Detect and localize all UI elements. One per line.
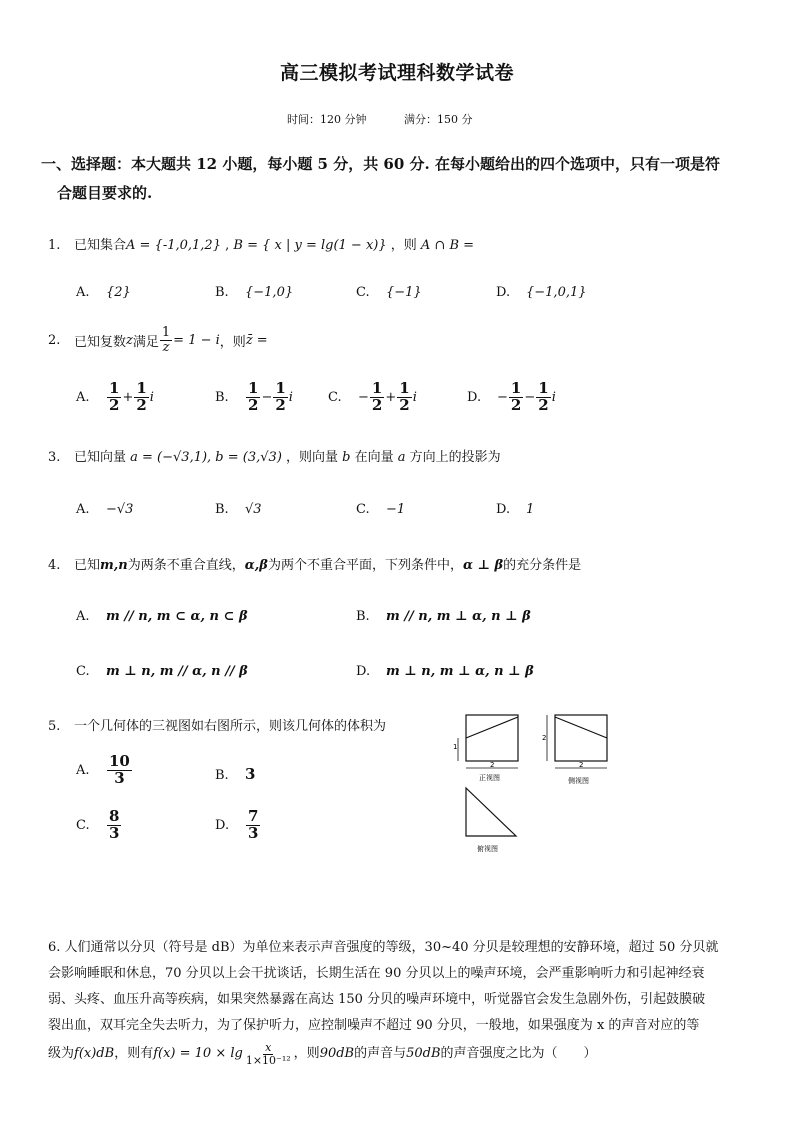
- fraction-denominator: 3: [109, 823, 120, 842]
- q1-expr: A ∩ B =: [420, 238, 475, 253]
- option-fraction: [246, 809, 260, 842]
- q1-text-mid: ，则: [386, 238, 421, 253]
- option-operator: +: [122, 389, 134, 405]
- front-view-height-label: 1: [453, 743, 458, 751]
- section-heading: [41, 150, 761, 208]
- q5-option-b[interactable]: [215, 765, 255, 783]
- q4-option-c[interactable]: [76, 664, 248, 679]
- q6-line3: 弱、头疼、血压升高等疾病，如果突然暴露在高达 150 分贝的噪声环境中，听觉器官会发生急剧外伤，引起鼓膜破: [48, 992, 706, 1007]
- option-text: −1: [386, 502, 406, 517]
- option-fraction: $\frac{1}{2}$: [538, 379, 549, 414]
- top-view: [466, 788, 516, 853]
- option-operator: +: [385, 389, 397, 405]
- option-label: C.: [356, 285, 370, 300]
- q3-option-c[interactable]: [356, 502, 405, 517]
- q5-option-d[interactable]: [215, 809, 261, 842]
- question-5: [48, 715, 386, 734]
- q6-text-pre: 级为: [48, 1046, 75, 1061]
- q2-var: z: [126, 332, 133, 348]
- option-fraction: $\frac{1}{2}$: [510, 379, 522, 414]
- option-fraction: $\frac{1}{2}$: [109, 379, 120, 414]
- q3-text-pre: 已知向量: [74, 450, 131, 465]
- option-label: A.: [76, 762, 90, 778]
- option-fraction: $\frac{1}{2}$: [248, 379, 259, 414]
- fraction-denominator: 1×10⁻¹²: [245, 1053, 291, 1067]
- section-heading-line1: 一、选择题：本大题共 12 小题，每小题 5 分，共 60 分. 在每小题给出的四个选项中，只有一项是符: [41, 155, 720, 173]
- q6-50db: 50dB: [406, 1046, 441, 1061]
- question-2: [48, 326, 268, 354]
- q2-fraction: [160, 326, 172, 354]
- option-text: m ⊥ n, m ⊥ α, n ⊥ β: [386, 664, 534, 679]
- page-title: 高三模拟考试理科数学试卷: [279, 62, 514, 84]
- q4-text-mid2: 为两个不重合平面，下列条件中，: [267, 558, 463, 573]
- q3-option-b[interactable]: [215, 502, 262, 517]
- q3-option-d[interactable]: [496, 502, 534, 517]
- fraction-denominator: z: [162, 339, 170, 355]
- q5-option-a[interactable]: [76, 754, 133, 787]
- q3-vector-b: b: [342, 450, 351, 465]
- q6-line4: 裂出血，双耳完全失去听力，为了保护听力，应控制噪声不超过 90 分贝，一般地，如果强度为 x 的声音对应的等: [48, 1018, 700, 1033]
- option-operator: −: [524, 389, 536, 405]
- top-view-caption: 俯视图: [477, 845, 498, 853]
- q6-text-mid2: 的声音与: [354, 1046, 407, 1061]
- option-fraction: $\frac{1}{2}$: [399, 379, 410, 414]
- option-fraction: $\frac{1}{2}$: [275, 379, 286, 414]
- q3-text-mid2: 在向量: [350, 450, 398, 465]
- option-fraction: [107, 809, 121, 842]
- option-text: {2}: [106, 285, 131, 300]
- q4-text-post: 的充分条件是: [503, 558, 582, 573]
- option-label: B.: [215, 502, 229, 517]
- option-fraction: $\frac{1}{2}$: [371, 379, 383, 414]
- option-label: B.: [215, 285, 229, 300]
- q6-90db: 90dB: [319, 1046, 355, 1061]
- q6-text-end: 的声音强度之比为（ ）: [440, 1046, 597, 1061]
- fraction-numerator: 1: [161, 325, 171, 340]
- fraction-denominator: 3: [248, 823, 259, 842]
- q6-fraction: [244, 1042, 293, 1066]
- q1-text-pre: 已知集合: [74, 238, 127, 253]
- q4-option-b[interactable]: [356, 609, 531, 624]
- option-text: m // n, m ⊂ α, n ⊂ β: [106, 609, 248, 624]
- q2-option-c[interactable]: C. − $\frac{1}{2}$ + $\frac{1}{2}$ i: [328, 379, 417, 414]
- question-number: 2.: [48, 332, 61, 348]
- option-fraction: [107, 754, 132, 787]
- q3-text-post: 方向上的投影为: [405, 450, 501, 465]
- option-label: D.: [215, 817, 230, 833]
- q2-option-a[interactable]: A. $\frac{1}{2}$ + $\frac{1}{2}$ i: [76, 379, 154, 414]
- q1-option-d[interactable]: [496, 285, 587, 300]
- q4-text-pre: 已知: [74, 558, 101, 573]
- exam-time: 时间：120 分钟: [287, 113, 367, 126]
- q6-text-post: ，则: [293, 1046, 320, 1061]
- option-text: m ⊥ n, m // α, n // β: [106, 664, 248, 679]
- q6-line5: [48, 1041, 748, 1067]
- front-view: [453, 715, 518, 782]
- option-text: 3: [245, 765, 256, 783]
- q4-condition: α ⊥ β: [462, 558, 504, 573]
- side-view-height-label: 2: [542, 734, 547, 742]
- option-label: B.: [215, 768, 229, 783]
- q6-line1: 6. 人们通常以分贝（符号是 dB）为单位来表示声音强度的等级，30~40 分贝是较理想的安静环境，超过 50 分贝就: [48, 940, 719, 955]
- option-label: A.: [76, 285, 90, 300]
- three-views-figure: [450, 705, 620, 855]
- q4-lines: m,n: [100, 558, 128, 573]
- option-label: C.: [76, 664, 90, 679]
- q2-option-d[interactable]: D. − $\frac{1}{2}$ − $\frac{1}{2}$ i: [467, 379, 556, 414]
- option-label: D.: [467, 389, 482, 405]
- q4-option-a[interactable]: [76, 609, 248, 624]
- question-number: 1.: [48, 238, 61, 253]
- fraction-numerator: 8: [109, 807, 120, 825]
- question-number: 5.: [48, 719, 61, 734]
- fraction-numerator: x: [265, 1040, 272, 1054]
- option-sign: −: [497, 389, 508, 405]
- question-number: 3.: [48, 450, 61, 465]
- option-text: √3: [245, 502, 262, 517]
- front-view-caption: 正视图: [479, 774, 500, 782]
- option-label: C.: [328, 389, 342, 405]
- option-text: −√3: [106, 502, 134, 517]
- option-text: m // n, m ⊥ α, n ⊥ β: [386, 609, 531, 624]
- q6-function: f(x)dB: [74, 1046, 115, 1061]
- fraction-numerator: 7: [248, 807, 259, 825]
- option-fraction: $\frac{1}{2}$: [136, 379, 147, 414]
- q6-line2: 会影响睡眠和休息，70 分贝以上会干扰谈话，长期生活在 90 分贝以上的噪声环境，会严重影响听力和引起神经衰: [48, 966, 705, 981]
- q2-text-mid: 满足: [132, 334, 159, 350]
- q1-set-b: B = { x | y = lg(1 − x)}: [233, 238, 387, 253]
- q5-text: 一个几何体的三视图如右图所示，则该几何体的体积为: [74, 719, 387, 734]
- q3-vector-a: a: [397, 450, 406, 465]
- question-4: [48, 554, 581, 573]
- q6-formula: f(x) = 10 × lg: [153, 1046, 243, 1061]
- q1-set-a: A = {-1,0,1,2}: [126, 238, 221, 253]
- option-text: 1: [526, 502, 535, 517]
- q4-text-mid: 为两条不重合直线，: [127, 558, 245, 573]
- q2-conjugate: z̄ =: [245, 332, 268, 348]
- fraction-numerator: 10: [109, 752, 130, 770]
- q3-option-a[interactable]: [76, 502, 133, 517]
- q1-option-a[interactable]: [76, 285, 131, 300]
- option-label: D.: [356, 664, 371, 679]
- q4-planes: α,β: [244, 558, 268, 573]
- option-text: {−1}: [386, 285, 422, 300]
- front-view-width-label: 2: [490, 761, 495, 769]
- q3-text-mid: ，则向量: [281, 450, 343, 465]
- option-operator: −: [261, 389, 273, 405]
- side-view-caption: 侧视图: [568, 777, 589, 785]
- side-view-width-label: 2: [579, 761, 584, 769]
- option-label: A.: [76, 502, 90, 517]
- question-3: [48, 446, 501, 465]
- option-label: B.: [356, 609, 370, 624]
- option-label: B.: [215, 389, 229, 405]
- option-label: C.: [76, 817, 90, 833]
- option-sign: −: [358, 389, 369, 405]
- option-label: D.: [496, 502, 511, 517]
- option-label: A.: [76, 389, 90, 405]
- question-number: 4.: [48, 558, 61, 573]
- q2-text-post: ，则: [219, 334, 246, 350]
- q5-option-c[interactable]: [76, 809, 122, 842]
- option-label: C.: [356, 502, 370, 517]
- q2-text-pre: 已知复数: [74, 334, 127, 350]
- exam-score: 满分：150 分: [404, 113, 473, 126]
- q4-option-d[interactable]: [356, 664, 534, 679]
- q2-option-b[interactable]: B. $\frac{1}{2}$ − $\frac{1}{2}$ i: [215, 379, 293, 414]
- option-text: {−1,0}: [245, 285, 294, 300]
- q2-equation: = 1 − i: [173, 332, 220, 348]
- option-label: A.: [76, 609, 90, 624]
- section-heading-line2: 合题目要求的.: [57, 184, 153, 202]
- q6-text-mid: ，则有: [114, 1046, 154, 1061]
- fraction-denominator: 3: [114, 768, 125, 787]
- q1-option-c[interactable]: [356, 285, 422, 300]
- q1-option-b[interactable]: [215, 285, 293, 300]
- question-1: [48, 234, 474, 253]
- option-text: {−1,0,1}: [526, 285, 587, 300]
- question-6: [48, 935, 748, 1067]
- q3-vectors: a = (−√3,1), b = (3,√3): [130, 450, 282, 465]
- side-view: [542, 715, 607, 785]
- option-label: D.: [496, 285, 511, 300]
- q1-sep: ,: [220, 238, 234, 253]
